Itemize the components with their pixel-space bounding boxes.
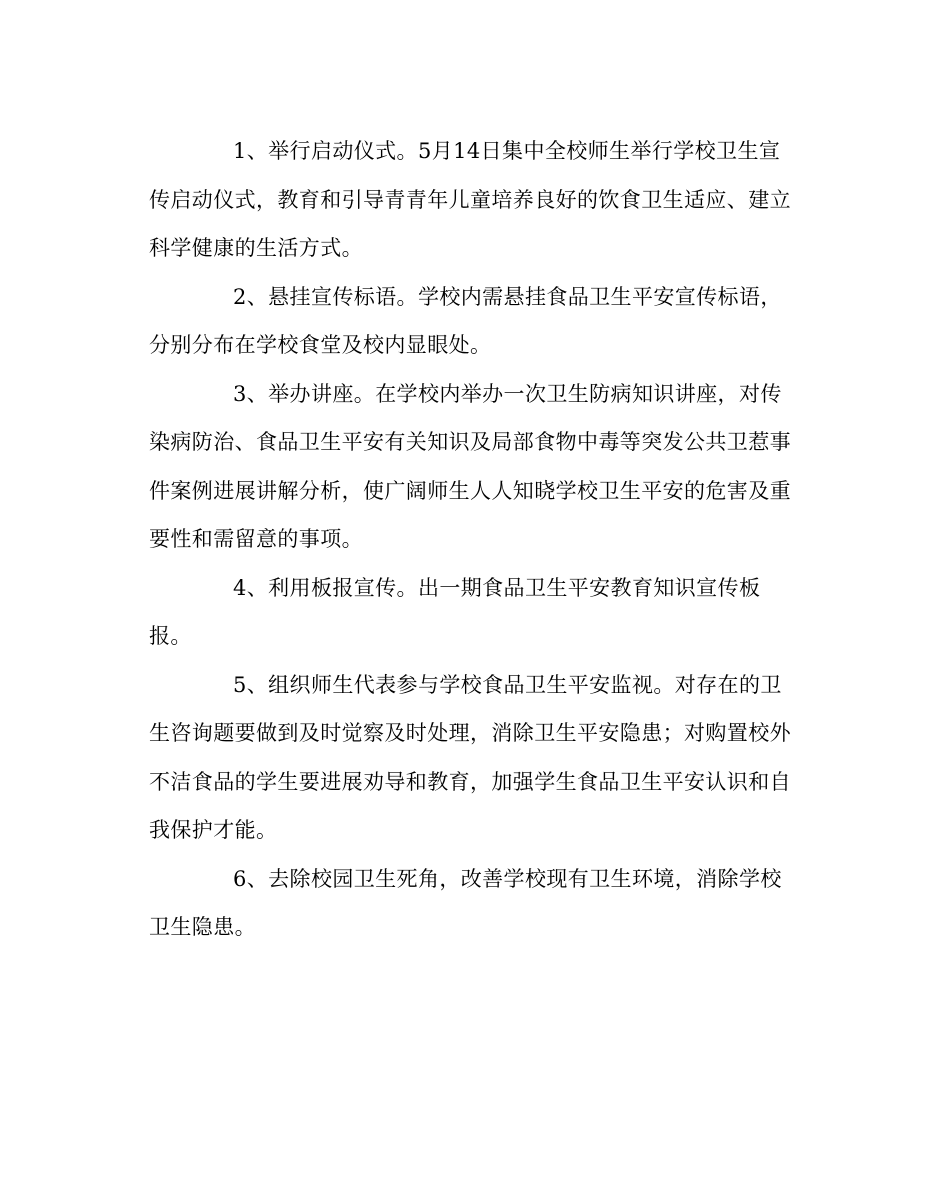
paragraph-line: 传启动仪式，教育和引导青青年儿童培养良好的饮食卫生适应、建立 (149, 187, 791, 212)
paragraph-line: 要性和需留意的事项。 (149, 527, 363, 551)
paragraph-line: 6、去除校园卫生死角，改善学校现有卫生环境，消除学校 (233, 866, 782, 891)
paragraph-line: 不洁食品的学生要进展劝导和教育，加强学生食品卫生平安认识和自 (149, 769, 791, 794)
paragraph-line: 4、利用板报宣传。出一期食品卫生平安教育知识宣传板 (233, 575, 761, 600)
paragraph-6 (149, 855, 809, 952)
paragraph-line: 卫生隐患。 (149, 915, 256, 939)
paragraph-5 (149, 661, 809, 855)
paragraph-line: 我保护才能。 (149, 818, 278, 842)
paragraph-line: 染病防治、食品卫生平安有关知识及局部食物中毒等突发公共卫惹事 (149, 430, 791, 454)
paragraph-line: 3、举办讲座。在学校内举办一次卫生防病知识讲座，对传 (233, 381, 782, 406)
paragraph-line: 生咨询题要做到及时觉察及时处理，消除卫生平安隐患；对购置校外 (149, 721, 791, 745)
paragraph-line: 5、组织师生代表参与学校食品卫生平安监视。对存在的卫 (233, 672, 782, 697)
paragraph-line: 件案例进展讲解分析，使广阔师生人人知晓学校卫生平安的危害及重 (149, 478, 791, 503)
document-body (149, 127, 809, 952)
paragraph-4 (149, 564, 809, 661)
paragraph-1 (149, 127, 809, 273)
paragraph-2 (149, 273, 809, 370)
paragraph-line: 1、举行启动仪式。5月14日集中全校师生举行学校卫生宣 (233, 139, 781, 163)
paragraph-line: 2、悬挂宣传标语。学校内需悬挂食品卫生平安宣传标语， (233, 284, 782, 309)
paragraph-line: 科学健康的生活方式。 (149, 236, 363, 260)
paragraph-3 (149, 370, 809, 564)
paragraph-line: 报。 (149, 624, 192, 648)
paragraph-line: 分别分布在学校食堂及校内显眼处。 (149, 333, 492, 357)
